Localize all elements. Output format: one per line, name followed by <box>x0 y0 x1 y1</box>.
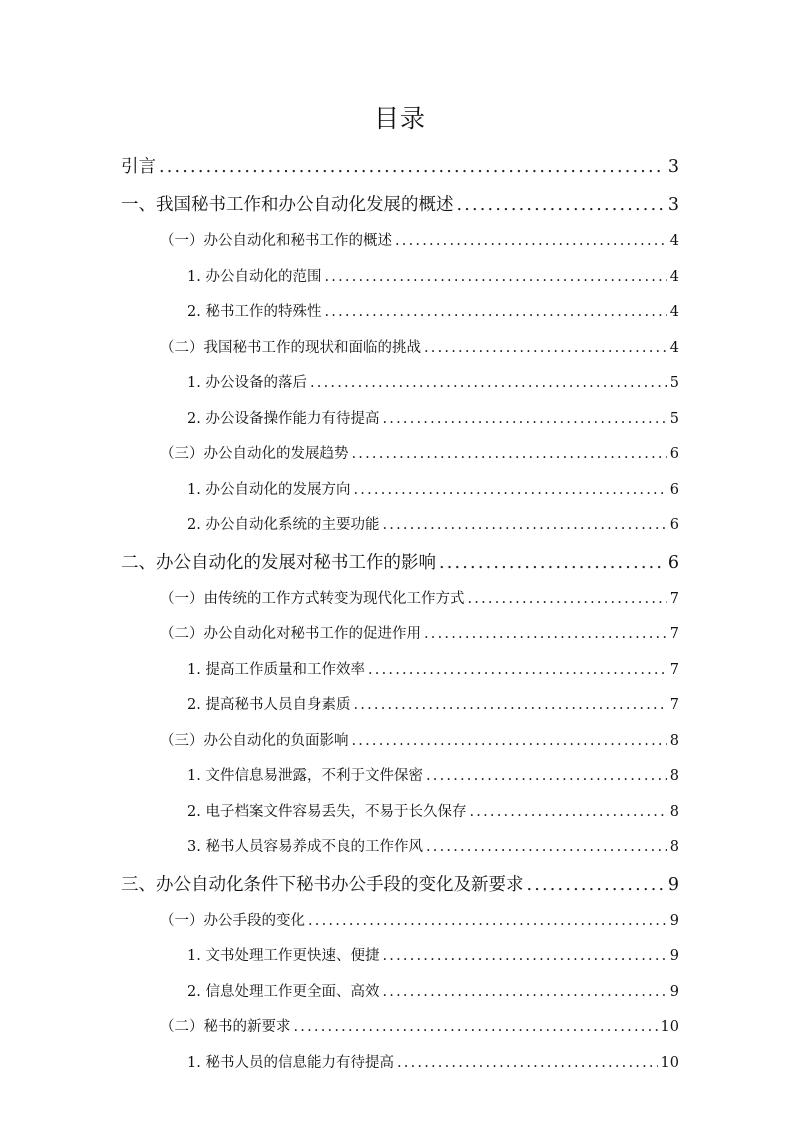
toc-page-number: 7 <box>669 626 679 642</box>
toc-entry[interactable] <box>0 653 800 689</box>
dot-leader <box>159 148 665 186</box>
dot-leader <box>310 366 667 402</box>
toc-entry[interactable] <box>0 1046 800 1082</box>
dot-leader <box>382 402 666 438</box>
toc-page-number: 4 <box>669 339 679 356</box>
toc-entry-text: （三）办公自动化的发展趋势 <box>160 446 349 462</box>
toc-entry[interactable] <box>0 402 800 438</box>
toc-entry[interactable] <box>0 260 800 296</box>
toc-title: 目录 <box>373 104 426 133</box>
toc-entry-text: 1. 秘书人员的信息能力有待提高 <box>187 1054 394 1071</box>
toc-entry-text: 2. 电子档案文件容易丢失，不易于长久保存 <box>187 803 467 820</box>
toc-page-number: 9 <box>669 948 679 964</box>
toc-entry-text: （一）办公自动化和秘书工作的概述 <box>160 233 392 249</box>
dot-leader <box>324 260 666 296</box>
toc-entry-text: 2. 办公自动化系统的主要功能 <box>187 517 380 533</box>
toc-entry[interactable] <box>0 186 800 224</box>
toc-page-number: 4 <box>669 233 679 249</box>
dot-leader <box>424 331 667 367</box>
toc-page-number: 8 <box>669 768 679 784</box>
toc-page-number: 6 <box>669 446 679 462</box>
toc-page-number: 4 <box>669 268 679 285</box>
dot-leader <box>294 1010 658 1046</box>
dot-leader <box>439 544 665 582</box>
toc-list <box>0 148 800 1081</box>
toc-entry[interactable] <box>0 688 800 724</box>
toc-page-number: 8 <box>669 732 679 749</box>
dot-leader <box>397 1046 658 1082</box>
toc-page-number: 4 <box>669 304 679 320</box>
toc-entry[interactable] <box>0 437 800 473</box>
dot-leader <box>382 508 666 544</box>
toc-entry[interactable] <box>0 904 800 940</box>
dot-leader <box>324 295 666 331</box>
toc-entry-text: 1. 办公自动化的发展方向 <box>187 481 351 498</box>
toc-entry-text: （二）我国秘书工作的现状和面临的挑战 <box>160 339 421 356</box>
toc-entry[interactable] <box>0 224 800 260</box>
toc-page-number: 9 <box>669 912 679 929</box>
toc-entry-text: 1. 文书处理工作更快速、便捷 <box>187 948 380 964</box>
toc-page-number: 6 <box>667 552 679 573</box>
toc-page-number: 6 <box>669 517 679 533</box>
toc-page-number: 7 <box>669 590 679 607</box>
toc-page-number: 7 <box>669 661 679 678</box>
toc-entry-text: 2. 提高秘书人员自身素质 <box>187 697 351 713</box>
toc-entry[interactable] <box>0 795 800 831</box>
toc-entry[interactable] <box>0 975 800 1011</box>
toc-page-number: 8 <box>669 803 679 820</box>
toc-entry[interactable] <box>0 473 800 509</box>
dot-leader <box>308 904 667 940</box>
toc-entry-text: 2. 秘书工作的特殊性 <box>187 304 322 320</box>
dot-leader <box>368 653 667 689</box>
toc-page-number: 9 <box>667 874 679 895</box>
toc-page-number: 5 <box>669 375 679 391</box>
dot-leader <box>353 473 666 509</box>
toc-entry[interactable] <box>0 724 800 760</box>
toc-entry-text: 3. 秘书人员容易养成不良的工作作风 <box>187 839 423 855</box>
toc-entry[interactable] <box>0 1010 800 1046</box>
toc-entry[interactable] <box>0 582 800 618</box>
toc-entry-text: 引言 <box>121 157 156 177</box>
toc-page-number: 10 <box>660 1054 679 1071</box>
toc-entry[interactable] <box>0 617 800 653</box>
dot-leader <box>426 830 667 866</box>
toc-entry-text: 三、办公自动化条件下秘书办公手段的变化及新要求 <box>121 874 524 895</box>
toc-entry[interactable] <box>0 508 800 544</box>
toc-entry-text: 2. 办公设备操作能力有待提高 <box>187 410 380 427</box>
toc-entry[interactable] <box>0 148 800 186</box>
dot-leader <box>352 437 667 473</box>
dot-leader <box>352 724 667 760</box>
toc-entry[interactable] <box>0 939 800 975</box>
toc-page-number: 8 <box>669 839 679 855</box>
toc-entry-text: （一）由传统的工作方式转变为现代化工作方式 <box>160 590 465 607</box>
toc-entry[interactable] <box>0 331 800 367</box>
dot-leader <box>424 617 667 653</box>
toc-entry-text: 一、我国秘书工作和办公自动化发展的概述 <box>121 195 454 215</box>
toc-entry[interactable] <box>0 366 800 402</box>
dot-leader <box>382 939 666 975</box>
dot-leader <box>426 759 667 795</box>
toc-entry-text: 二、办公自动化的发展对秘书工作的影响 <box>121 552 436 573</box>
toc-page-number: 9 <box>669 983 679 1000</box>
toc-page-number: 6 <box>669 481 679 498</box>
dot-leader <box>382 975 666 1011</box>
toc-entry[interactable] <box>0 759 800 795</box>
toc-page-number: 7 <box>669 697 679 713</box>
toc-entry-text: 1. 文件信息易泄露，不利于文件保密 <box>187 768 423 784</box>
toc-entry-text: （三）办公自动化的负面影响 <box>160 732 349 749</box>
toc-page-number: 10 <box>660 1019 679 1035</box>
toc-entry-text: （一）办公手段的变化 <box>160 912 305 929</box>
dot-leader <box>468 582 667 618</box>
toc-entry-text: 2. 信息处理工作更全面、高效 <box>187 983 380 1000</box>
toc-entry[interactable] <box>0 866 800 904</box>
toc-entry-text: （二）办公自动化对秘书工作的促进作用 <box>160 626 421 642</box>
toc-entry[interactable] <box>0 830 800 866</box>
toc-entry[interactable] <box>0 544 800 582</box>
dot-leader <box>395 224 667 260</box>
dot-leader <box>469 795 666 831</box>
toc-entry-text: 1. 提高工作质量和工作效率 <box>187 661 365 678</box>
dot-leader <box>457 186 665 224</box>
toc-entry-text: 1. 办公自动化的范围 <box>187 268 322 285</box>
dot-leader <box>527 866 665 904</box>
toc-page-number: 3 <box>667 195 679 215</box>
dot-leader <box>353 688 666 724</box>
toc-entry[interactable] <box>0 295 800 331</box>
toc-entry-text: （二）秘书的新要求 <box>160 1019 291 1035</box>
toc-page-number: 5 <box>669 410 679 427</box>
toc-entry-text: 1. 办公设备的落后 <box>187 375 307 391</box>
toc-page-number: 3 <box>667 157 679 177</box>
